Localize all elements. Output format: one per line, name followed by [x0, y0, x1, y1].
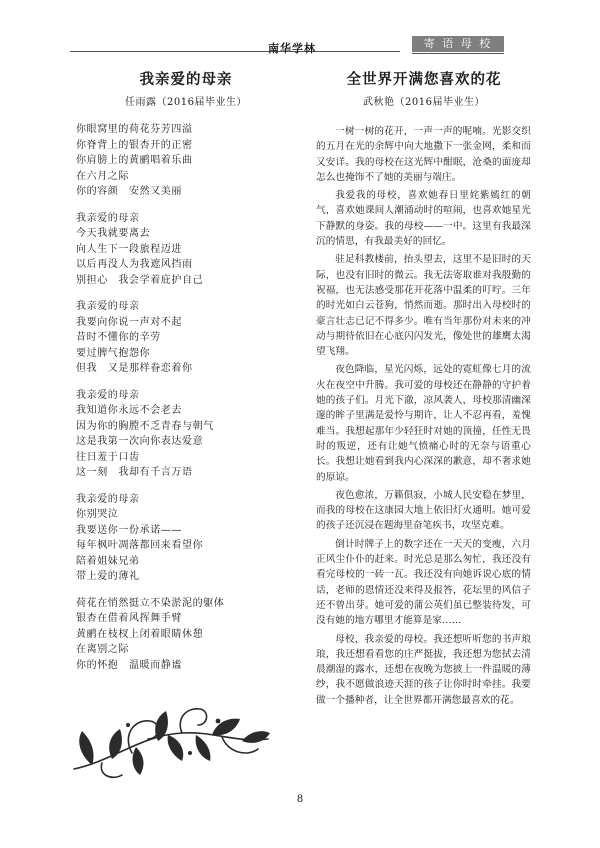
poem-line: 我知道你永远不会老去: [76, 405, 182, 416]
poem-line: 带上爱的薄礼: [76, 571, 140, 582]
poem-stanza: [76, 122, 296, 200]
article-paragraph: 母校，我亲爱的母校。我还想听听您的书声琅琅，我还想看看您的庄严挺拔，我还想为您拭去清晨潮湿的露水，还想在夜晚为您披上一件温暖的薄纱，我不愿做浪迹天涯的孩子让你时时牵挂。我要做一个播种者，让全世界都开满您最喜欢的花。: [316, 633, 531, 706]
header-rule: [70, 51, 400, 52]
poem-line: 黄鹂在枝杈上闭着眼睛休憩: [76, 628, 204, 640]
poem-stanza: [76, 596, 296, 674]
poem-line: 我亲爱的母亲: [76, 301, 140, 312]
poem-stanza: [76, 492, 296, 585]
article-paragraph: 驻足科教楼前，抬头望去，这里不是旧时的天际，也没有旧时的微云。我无法寄取谁对我殷勤的祝福，也无法感受那花开花落中温柔的叮咛。三年的时光如白云苍狗，悄然而逝。那时出入母校时的豪言壮志已记不得多少。唯有当年那份对未来的冲动与期待依旧在心底闪闪发光，像处世的雄鹰太渴望飞翔。: [316, 254, 531, 358]
article-body: [316, 124, 531, 711]
poem-line: 陪着姐妹兄弟: [76, 555, 140, 567]
poem-line: 你的怀抱 温暖而静谧: [76, 659, 182, 671]
poem-line: 我亲爱的母亲: [76, 389, 140, 401]
poem-line: 这是我第一次向你表达爱意: [76, 436, 204, 447]
section-underline: [412, 53, 504, 54]
page-number: 8: [296, 794, 304, 805]
poem-title: 我亲爱的母亲: [139, 71, 233, 88]
publication-title: 南华学林: [268, 42, 316, 55]
poem-line: 我要向你说一声对不起: [76, 316, 182, 328]
poem-line: 因为你的胸膛不乏青春与朝气: [76, 420, 214, 432]
poem-line: 你的容颜 安然又美丽: [76, 186, 182, 197]
article-paragraph: 夜色愈浓，万籁俱寂，小城人民安稳在梦里，而我的母校在这康园大地上依旧灯火通明。她可爱的孩子还沉浸在题海里奋笔疾书，攻坚克难。: [316, 489, 531, 532]
article-author: 武秋艳（2016届毕业生）: [363, 97, 485, 108]
poem-line: 昔时不懂你的辛劳: [76, 332, 161, 343]
poem-line: 每年枫叶凋落都回来看望你: [76, 540, 204, 551]
poem-line: 我亲爱的母亲: [76, 212, 140, 224]
poem-line: 你肩膀上的黄鹂唱着乐曲: [76, 155, 193, 166]
poem-stanza: [76, 388, 296, 481]
poem-line: 要过脾气抱怨你: [76, 347, 151, 359]
poem-line: 你脊背上的银杏开的正密: [76, 139, 193, 151]
article-title: 全世界开满您喜欢的花: [346, 71, 502, 88]
poem-line: 今天我就要离去: [76, 228, 151, 239]
poem-stanza: [76, 299, 296, 377]
poem-line: 但我 又是那样眷恋着你: [76, 363, 193, 374]
poem-line: 别担心 我会学着庇护自己: [76, 274, 204, 286]
poem-line: 在离别之际: [76, 644, 129, 655]
poem-line: 你眼窝里的荷花芬芳四溢: [76, 124, 193, 135]
poem-line: 荷花在悄然挺立不染淤泥的躯体: [76, 597, 225, 609]
article-paragraph: 夜色降临，星光闪烁，远处的霓虹像七月的流火在夜空中升腾。我可爱的母校还在静静的守护着她的孩子们。月光下澈，凉风袭人，母校那清幽深邃的眸子里满是爱怜与期许，让人不忍再看，羞愧难当。我想起那年少轻狂时对她的顶撞，任性无畏时的叛逆，还有让她气愤痛心时的无奈与语重心长。我想让她看到我内心深深的歉意，却不奢求她的原谅。: [316, 364, 531, 483]
article-paragraph: 我爱我的母校，喜欢她春日里姹紫嫣红的朝气，喜欢她课间人潮涌动时的喧闹，也喜欢她星光下静默的身姿。我的母校——一中。这里有我最深沉的情思，有我最美好的回忆。: [316, 190, 531, 248]
poem-line: 往日羞于口齿: [76, 451, 140, 463]
section-label: 寄 语 母 校: [412, 36, 504, 52]
poem-line: 这一刻 我却有千言万语: [76, 467, 193, 478]
poem-body: [76, 122, 296, 684]
poem-line: 向人生下一段旅程迈进: [76, 243, 182, 255]
poem-line: 你别哭泣: [76, 509, 119, 520]
poem-line: 我亲爱的母亲: [76, 493, 140, 505]
poem-stanza: [76, 211, 296, 289]
article-paragraph: 倒计时牌子上的数字还在一天天的变瘦，六月正风尘仆仆的赶来。时光总是那么匆忙，我还没有看完母校的一砖一瓦。我还没有向她诉说心底的情话，老师的恩情还没来得及报答，花坛里的风信子还不曾出芽。她可爱的蒲公英们虽已整装待发，可没有她的地方哪里才能算是家……: [316, 538, 531, 627]
poem-heading: [73, 64, 299, 108]
article-paragraph: 一树一树的花开，一声一声的呢喃。光影交织的五月在光的余辉中向大地撒下一张金网，柔和而又安详。我的母校在这光辉中酣眠，沧桑的面庞却怎么也掩饰不了她的美丽与端庄。: [316, 126, 531, 183]
floral-ornament: [72, 695, 272, 783]
poem-line: 以后再没人为我遮风挡雨: [76, 259, 193, 270]
poem-line: 银杏在借着风挥舞手臂: [76, 613, 182, 624]
poem-line: 我要送你一份承诺——: [76, 524, 182, 536]
poem-line: 在六月之际: [76, 170, 129, 182]
article-heading: [315, 64, 533, 108]
poem-author: 任雨露（2016届毕业生）: [125, 97, 247, 108]
